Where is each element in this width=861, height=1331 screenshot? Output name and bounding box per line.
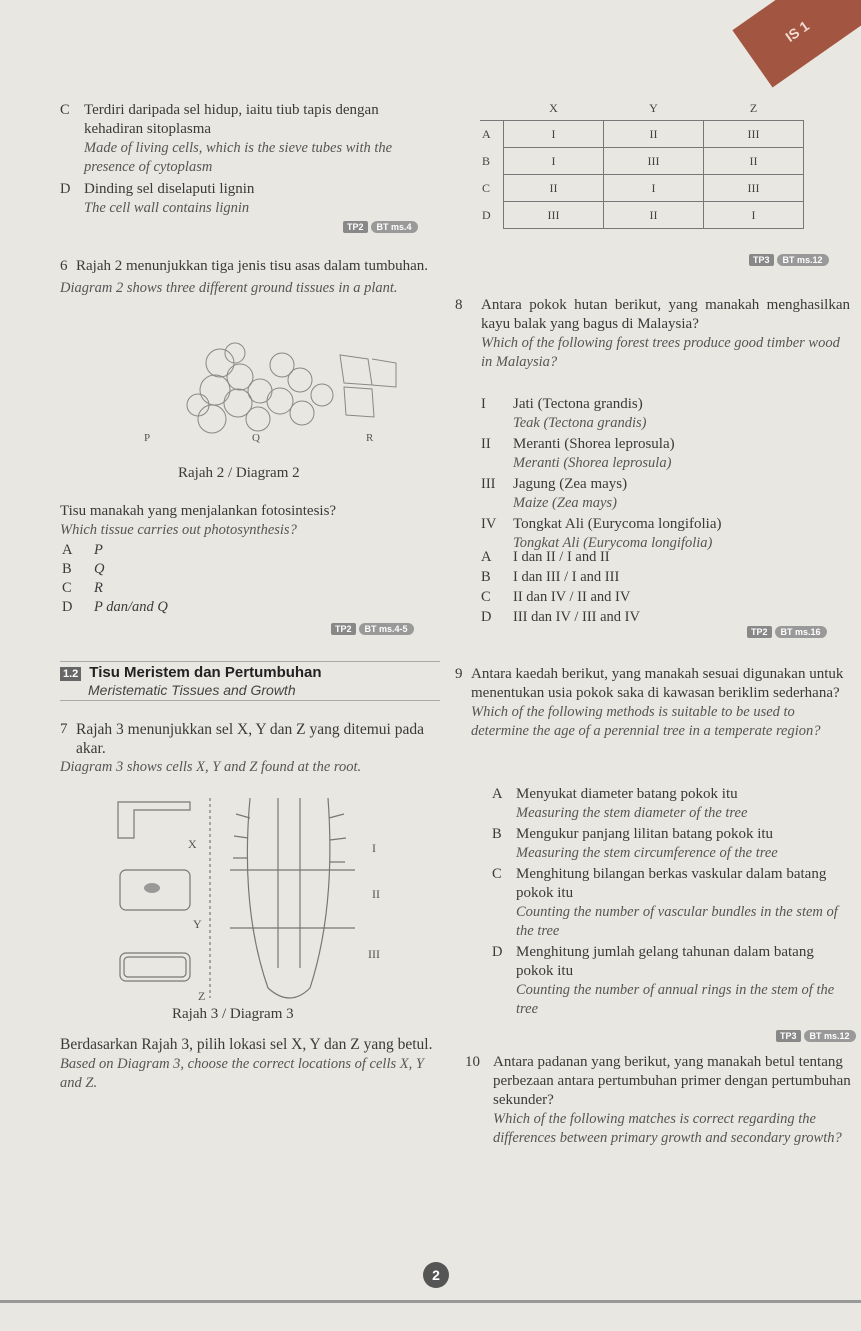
option-letter: A xyxy=(492,786,503,802)
item-en: Meranti (Shorea leprosula) xyxy=(513,455,672,471)
diagram-label-r: R xyxy=(366,432,374,444)
q8-en: Which of the following forest trees produce good timber wood in Malaysia? xyxy=(481,335,840,370)
table-row xyxy=(480,202,804,229)
q7-question-en: Based on Diagram 3, choose the correct locations of cells X, Y and Z. xyxy=(60,1056,424,1091)
table-cell: II xyxy=(604,202,704,229)
item-ms: Meranti (Shorea leprosula) xyxy=(513,436,675,452)
item-number: IV xyxy=(481,516,497,532)
option-letter: D xyxy=(60,181,71,197)
option-text: II dan IV / II and IV xyxy=(513,589,631,605)
list-item xyxy=(481,395,851,433)
tissue-q-cells xyxy=(267,353,333,425)
tp-badge: TP3 xyxy=(776,1030,801,1042)
question-6 xyxy=(60,257,432,298)
question-number: 9 xyxy=(455,666,463,682)
q5-option-c xyxy=(60,101,430,177)
table-cell: I xyxy=(704,202,804,229)
option-letter: C xyxy=(60,102,70,118)
table-row xyxy=(480,175,804,202)
list-item xyxy=(481,475,851,513)
q6-question-en: Which tissue carries out photosynthesis? xyxy=(60,522,297,538)
option-ms: Menghitung bilangan berkas vaskular dalam batang pokok itu xyxy=(516,866,827,901)
option-en: Counting the number of vascular bundles in the stem of the tree xyxy=(516,904,838,939)
diagram-3 xyxy=(100,788,440,1013)
option-letter: D xyxy=(492,944,503,960)
q8-items xyxy=(481,395,851,555)
option-text: I dan III / I and III xyxy=(513,569,620,585)
cell-label-y: Y xyxy=(193,917,202,931)
q9-ms: Antara kaedah berikut, yang manakah sesuai digunakan untuk menentukan usia pokok saka di kawasan beriklim sederhana? xyxy=(471,666,844,701)
option-text: P xyxy=(94,542,103,558)
q5-c-en: Made of living cells, which is the sieve tubes with the presence of cytoplasm xyxy=(84,140,393,175)
diagram-2-caption: Rajah 2 / Diagram 2 xyxy=(178,465,300,481)
q8-ms: Antara pokok hutan berikut, yang manakah menghasilkan kayu balak yang bagus di Malaysia? xyxy=(481,297,850,332)
option-item xyxy=(492,865,852,941)
diagram-3-caption: Rajah 3 / Diagram 3 xyxy=(172,1006,294,1022)
option-letter: C xyxy=(481,589,491,605)
q6-en: Diagram 2 shows three different ground tissues in a plant. xyxy=(60,280,398,296)
option-letter: A xyxy=(62,542,73,558)
root-outline xyxy=(230,798,355,998)
cell-y xyxy=(120,870,190,910)
footer-rule xyxy=(0,1300,861,1303)
bt-badge: BT ms.4-5 xyxy=(359,623,414,635)
tp-badge: TP2 xyxy=(747,626,772,638)
q9-en: Which of the following methods is suitable to be used to determine the age of a perennial tree in a temperate region? xyxy=(471,704,821,739)
table-cell: III xyxy=(604,148,704,175)
diagram-label-p: P xyxy=(144,432,151,444)
diagram-2 xyxy=(140,335,400,445)
option-text: III dan IV / III and IV xyxy=(513,609,640,625)
section-title: Tisu Meristem dan Pertumbuhan xyxy=(89,664,322,681)
q6-badges xyxy=(331,623,414,635)
option-letter: B xyxy=(481,569,491,585)
option-en: Measuring the stem circumference of the tree xyxy=(516,845,778,861)
diagram-label-q: Q xyxy=(252,432,260,444)
option-text: Q xyxy=(94,561,105,577)
q5-d-ms: Dinding sel diselaputi lignin xyxy=(84,181,255,197)
tissue-r-cells xyxy=(340,355,396,417)
item-number: II xyxy=(481,436,491,452)
q6-question-ms: Tisu manakah yang menjalankan fotosintesis? xyxy=(60,503,337,519)
row-label: D xyxy=(482,207,491,222)
q6-question xyxy=(60,502,440,540)
option-letter: A xyxy=(481,549,492,565)
tp-badge: TP3 xyxy=(749,254,774,266)
option-text: P dan/and Q xyxy=(94,599,168,615)
q6-options xyxy=(62,541,382,617)
zone-label-iii: III xyxy=(368,947,380,961)
cell-z xyxy=(120,953,190,981)
section-subtitle: Meristematic Tissues and Growth xyxy=(88,682,296,698)
option-letter: D xyxy=(62,599,73,615)
zone-label-i: I xyxy=(372,841,376,855)
item-en: Tongkat Ali (Eurycoma longifolia) xyxy=(513,535,713,551)
q5-badges xyxy=(343,221,418,233)
option-letter: C xyxy=(62,580,72,596)
option-text: R xyxy=(94,580,103,596)
col-header-x: X xyxy=(504,96,604,121)
table-cell: II xyxy=(504,175,604,202)
cell-label-z: Z xyxy=(198,989,206,1003)
item-ms: Jagung (Zea mays) xyxy=(513,476,628,492)
table-cell: III xyxy=(704,121,804,148)
tp-badge: TP2 xyxy=(331,623,356,635)
q5-option-d xyxy=(60,180,430,218)
tissue-p-cells xyxy=(187,343,272,433)
page-number: 2 xyxy=(423,1262,449,1288)
option-en: Counting the number of annual rings in the stem of the tree xyxy=(516,982,835,1017)
section-number: 1.2 xyxy=(60,667,81,681)
option-ms: Mengukur panjang lilitan batang pokok itu xyxy=(516,826,774,842)
item-en: Teak (Tectona grandis) xyxy=(513,415,647,431)
section-heading xyxy=(60,661,440,701)
bt-badge: BT ms.12 xyxy=(777,254,829,266)
list-item xyxy=(481,435,851,473)
q10-en: Which of the following matches is correct regarding the differences between primary growth and secondary growth? xyxy=(493,1111,842,1146)
item-en: Maize (Zea mays) xyxy=(513,495,617,511)
row-label: A xyxy=(482,126,491,141)
question-10 xyxy=(465,1053,855,1148)
option-letter: C xyxy=(492,866,502,882)
table-cell: III xyxy=(504,202,604,229)
table-cell: III xyxy=(704,175,804,202)
q7-question-ms: Berdasarkan Rajah 3, pilih lokasi sel X, Y dan Z yang betul. xyxy=(60,1036,433,1053)
table-cell: II xyxy=(604,121,704,148)
table-row xyxy=(480,148,804,175)
q7-en: Diagram 3 shows cells X, Y and Z found at the root. xyxy=(60,759,362,775)
item-ms: Tongkat Ali (Eurycoma longifolia) xyxy=(513,516,722,532)
item-number: III xyxy=(481,476,496,492)
q10-ms: Antara padanan yang berikut, yang manakah betul tentang perbezaan antara pertumbuhan primer dengan pertumbuhan sekunder? xyxy=(493,1054,851,1108)
col-header-y: Y xyxy=(604,96,704,121)
q9-badges xyxy=(776,1030,856,1042)
option-item xyxy=(492,825,852,863)
q5-c-ms: Terdiri daripada sel hidup, iaitu tiub tapis dengan kehadiran sitoplasma xyxy=(84,102,379,137)
q6-ms: Rajah 2 menunjukkan tiga jenis tisu asas dalam tumbuhan. xyxy=(76,258,429,274)
question-number: 8 xyxy=(455,297,463,313)
q7-question xyxy=(60,1035,438,1093)
q9-options xyxy=(492,785,852,1021)
cell-label-x: X xyxy=(188,837,197,851)
q8-badges xyxy=(747,626,827,638)
q7-ms: Rajah 3 menunjukkan sel X, Y dan Z yang ditemui pada akar. xyxy=(76,721,424,757)
bt-badge: BT ms.16 xyxy=(775,626,827,638)
q8-options xyxy=(481,548,851,628)
question-number: 7 xyxy=(60,721,68,737)
question-9 xyxy=(455,665,853,741)
table-cell: I xyxy=(604,175,704,202)
option-en: Measuring the stem diameter of the tree xyxy=(516,805,748,821)
option-item xyxy=(492,785,852,823)
corner-tab xyxy=(732,0,861,88)
question-number: 6 xyxy=(60,258,68,274)
table-cell: I xyxy=(504,148,604,175)
bt-badge: BT ms.12 xyxy=(804,1030,856,1042)
row-label: B xyxy=(482,153,491,168)
option-letter: D xyxy=(481,609,492,625)
q5-d-en: The cell wall contains lignin xyxy=(84,200,250,216)
option-letter: B xyxy=(62,561,72,577)
option-ms: Menghitung jumlah gelang tahunan dalam batang pokok itu xyxy=(516,944,814,979)
answer-table xyxy=(480,96,804,229)
row-label: C xyxy=(482,180,491,195)
option-letter: B xyxy=(492,826,502,842)
col-header-z: Z xyxy=(704,96,804,121)
corner-tab-label: IS 1 xyxy=(782,17,812,45)
question-8 xyxy=(455,296,850,372)
zone-label-ii: II xyxy=(372,887,380,901)
table-cell: II xyxy=(704,148,804,175)
tp-badge: TP2 xyxy=(343,221,368,233)
bt-badge: BT ms.4 xyxy=(371,221,418,233)
option-item xyxy=(492,943,852,1019)
question-7 xyxy=(60,720,440,777)
option-text: I dan II / I and II xyxy=(513,549,610,565)
question-number: 10 xyxy=(465,1054,480,1070)
item-number: I xyxy=(481,396,486,412)
table-badges xyxy=(749,254,829,266)
cell-x xyxy=(118,802,190,838)
option-ms: Menyukat diameter batang pokok itu xyxy=(516,786,738,802)
item-ms: Jati (Tectona grandis) xyxy=(513,396,643,412)
table-cell: I xyxy=(504,121,604,148)
table-row xyxy=(480,121,804,148)
